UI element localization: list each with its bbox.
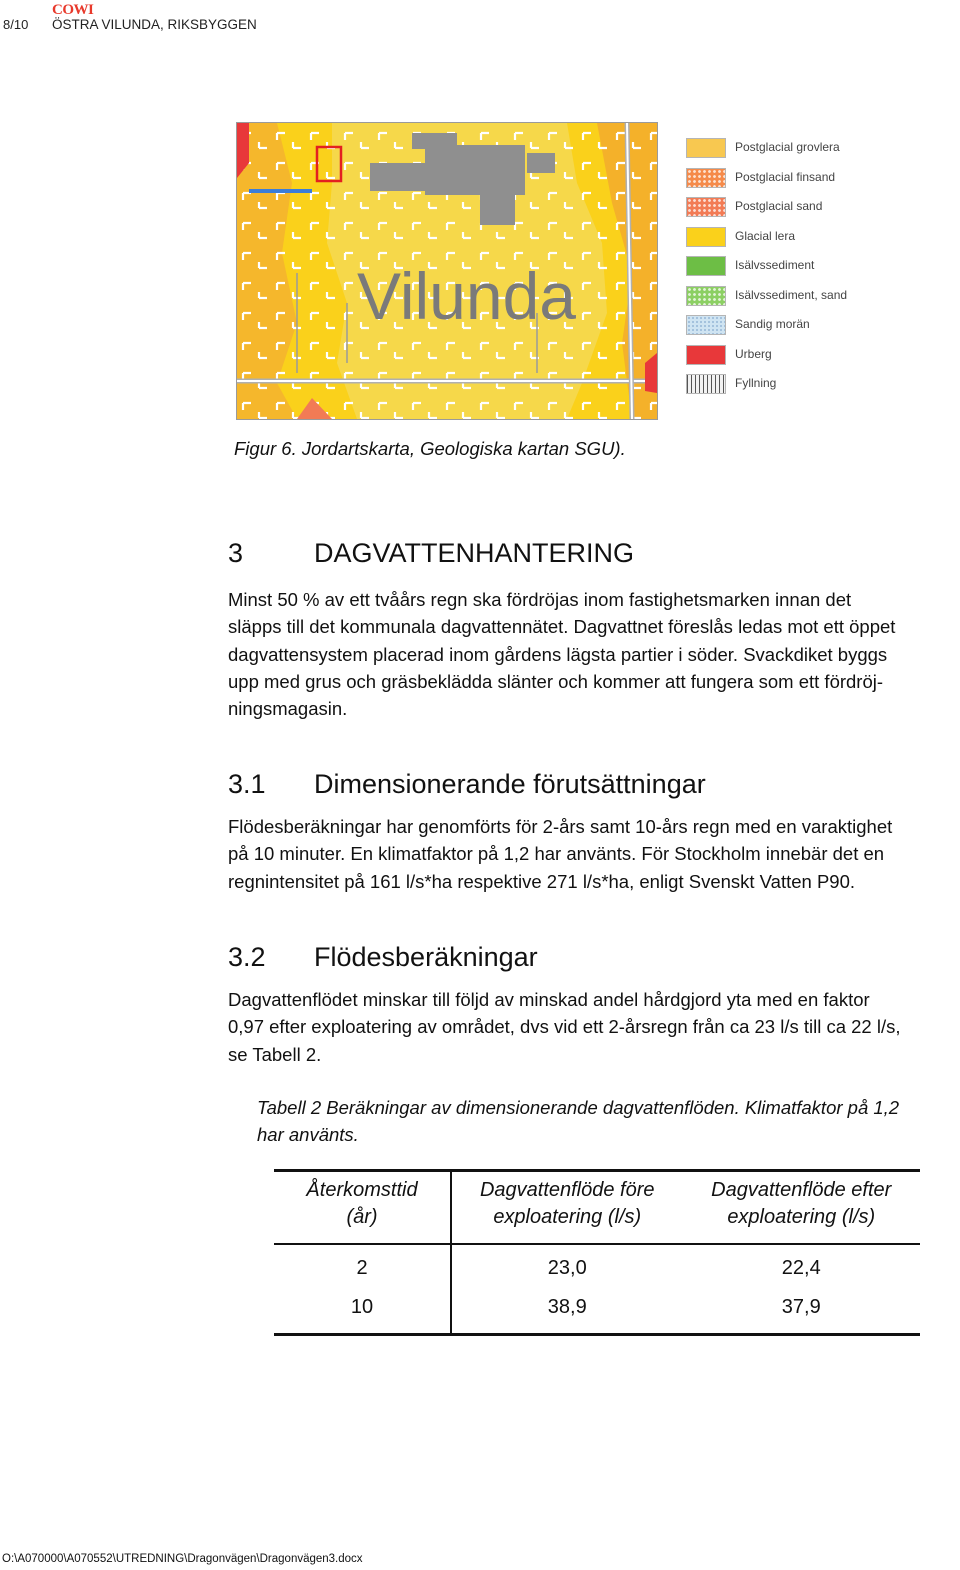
legend-item xyxy=(686,284,886,306)
subsection-paragraph xyxy=(228,986,960,1068)
legend-label: Isälvssediment xyxy=(735,258,815,272)
legend-swatch xyxy=(686,315,726,335)
section-paragraph xyxy=(228,586,960,722)
table-cell: 2 xyxy=(274,1244,451,1288)
map-place-label: Vilunda xyxy=(357,259,576,333)
table-cell: 23,0 xyxy=(547,1257,587,1279)
paragraph-line: Dagvattenflödet minskar till följd av minskad andel hårdgjord yta med en faktor xyxy=(228,989,870,1010)
table-header-row xyxy=(274,1171,920,1245)
legend-swatch xyxy=(686,138,726,158)
paragraph-line: dagvattensystem placerad inom gårdens lägsta partier i söder. Svackdiket byggs xyxy=(228,643,888,665)
subsection-title: Flödesberäkningar xyxy=(314,942,538,972)
table-row xyxy=(274,1244,920,1288)
figure-caption: Figur 6. Jordartskarta, Geologiska kartan SGU). xyxy=(234,438,626,459)
document-title: ÖSTRA VILUNDA, RIKSBYGGEN xyxy=(52,17,257,32)
table-cell: 38,9 xyxy=(451,1288,682,1335)
paragraph-line: ningsmagasin. xyxy=(228,698,348,720)
legend-label: Fyllning xyxy=(735,376,777,390)
legend-swatch xyxy=(686,374,726,394)
paragraph-line: Flödesberäkningar har genomförts för 2-års samt 10-års regn med en varaktighet xyxy=(228,816,893,837)
legend-swatch xyxy=(686,286,726,306)
legend-item xyxy=(686,372,886,394)
legend-swatch xyxy=(686,345,726,365)
subsection-paragraph xyxy=(228,813,960,895)
header-line: Dagvattenflöde före xyxy=(479,1179,655,1201)
legend-item xyxy=(686,195,886,217)
legend-swatch xyxy=(686,256,726,276)
soil-map-drawing xyxy=(237,123,657,419)
legend-swatch xyxy=(686,197,726,217)
cowi-logo: COWI xyxy=(52,2,94,18)
header-line: exploatering (l/s) xyxy=(493,1206,642,1228)
table-cell: 22,4 xyxy=(781,1257,821,1279)
legend-label: Sandig morän xyxy=(735,317,810,331)
page-number: 8/10 xyxy=(3,17,29,32)
legend-swatch xyxy=(686,227,726,247)
header-line: Återkomsttid xyxy=(306,1179,418,1201)
paragraph-line: se Tabell 2. xyxy=(228,1043,322,1065)
paragraph-line: på 10 minuter. En klimatfaktor på 1,2 har använts. För Stockholm innebär det en xyxy=(228,843,885,865)
paragraph-line: släpps till det kommunala dagvattennätet. Dagvattnet föreslås ledas mot ett öppet xyxy=(228,616,896,638)
subsection-number: 3.2 xyxy=(228,942,266,972)
table-cell: 10 xyxy=(274,1288,451,1335)
column-header xyxy=(451,1171,682,1245)
section-number: 3 xyxy=(228,538,244,568)
column-header xyxy=(682,1171,920,1245)
paragraph-line: 0,97 efter exploatering av området, dvs vid ett 2-årsregn från ca 23 l/s till ca 22 l/s, xyxy=(228,1016,901,1038)
paragraph-line: upp med grus och gräsbeklädda slänter och kommer att fungera som ett fördröj- xyxy=(228,670,884,692)
caption-line: Tabell 2 Beräkningar av dimensionerande dagvattenflöden. Klimatfaktor på 1,2 xyxy=(257,1097,900,1118)
header-line: (år) xyxy=(346,1206,378,1228)
legend-label: Glacial lera xyxy=(735,228,796,243)
legend-item xyxy=(686,254,886,276)
file-path: O:\A070000\A070552\UTREDNING\Dragonvägen\Dragonvägen3.docx xyxy=(2,1553,363,1565)
legend-item xyxy=(686,225,886,247)
soil-map xyxy=(236,122,658,420)
legend-swatch xyxy=(686,168,726,188)
paragraph-line: Minst 50 % av ett tvåårs regn ska fördröjas inom fastighetsmarken innan det xyxy=(228,589,852,610)
legend-label: Urberg xyxy=(735,346,772,361)
legend-item xyxy=(686,166,886,188)
column-header xyxy=(274,1171,451,1245)
caption-line: har använts. xyxy=(257,1124,359,1146)
table-caption xyxy=(257,1094,960,1149)
legend-label: Postglacial sand xyxy=(735,199,823,213)
legend-item xyxy=(686,313,886,335)
subsection-number: 3.1 xyxy=(228,769,266,799)
legend-item xyxy=(686,136,886,158)
table-cell: 37,9 xyxy=(682,1288,920,1335)
legend-item xyxy=(686,343,886,365)
legend-label: Postglacial finsand xyxy=(735,169,836,184)
paragraph-line: regnintensitet på 161 l/s*ha respektive 271 l/s*ha, enligt Svenskt Vatten P90. xyxy=(228,870,855,892)
subsection-title: Dimensionerande förutsättningar xyxy=(314,769,706,799)
header-line: exploatering (l/s) xyxy=(727,1206,876,1228)
header-line: Dagvattenflöde efter xyxy=(711,1179,892,1201)
flow-table xyxy=(274,1169,920,1336)
table-row xyxy=(274,1288,920,1335)
legend-label: Postglacial grovlera xyxy=(735,140,840,154)
legend-label: Isälvssediment, sand xyxy=(735,287,848,302)
section-title: DAGVATTENHANTERING xyxy=(314,538,635,568)
